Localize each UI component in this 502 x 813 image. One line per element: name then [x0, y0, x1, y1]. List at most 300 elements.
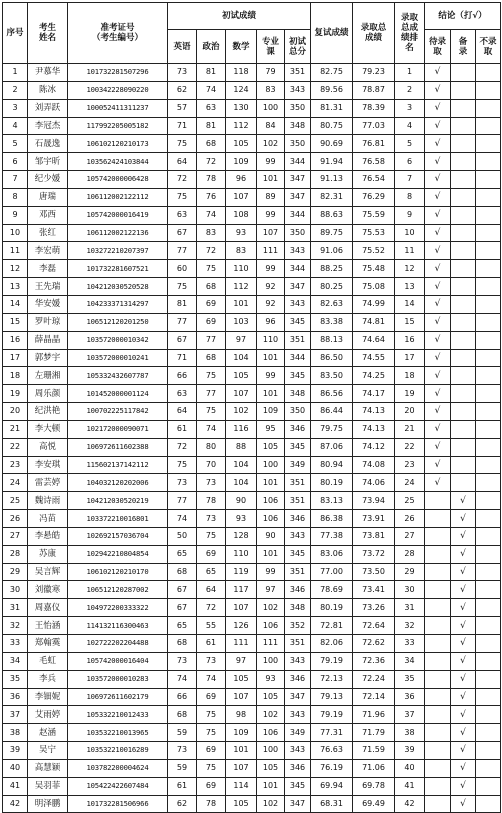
- cell-name: 苏康: [28, 545, 68, 563]
- cell-pending: [425, 635, 451, 653]
- header-politics: 政治: [197, 30, 226, 64]
- cell-not-admitted: [476, 795, 501, 813]
- cell-name: 雷芸婷: [28, 474, 68, 492]
- cell-politics: 69: [197, 313, 226, 331]
- cell-rank: 5: [395, 135, 425, 153]
- cell-rank: 21: [395, 420, 425, 438]
- cell-retest: 79.19: [311, 706, 353, 724]
- cell-pending: √: [425, 349, 451, 367]
- cell-prelim-total: 344: [285, 206, 311, 224]
- cell-prelim-total: 347: [285, 171, 311, 189]
- cell-name: 李兵: [28, 670, 68, 688]
- cell-name: 左珊湘: [28, 367, 68, 385]
- cell-admit-score: 73.81: [353, 527, 395, 545]
- cell-reserve: √: [451, 527, 476, 545]
- header-prelim-total: 初试 总分: [285, 30, 311, 64]
- cell-politics: 64: [197, 581, 226, 599]
- cell-exam-id: 103272210207397: [68, 242, 168, 260]
- cell-not-admitted: [476, 331, 501, 349]
- cell-seq: 15: [3, 313, 28, 331]
- cell-politics: 77: [197, 331, 226, 349]
- cell-english: 72: [168, 171, 197, 189]
- cell-major: 106: [257, 492, 285, 510]
- cell-seq: 22: [3, 438, 28, 456]
- cell-retest: 77.31: [311, 724, 353, 742]
- cell-retest: 86.38: [311, 510, 353, 528]
- cell-not-admitted: [476, 403, 501, 421]
- cell-retest: 79.19: [311, 652, 353, 670]
- cell-rank: 40: [395, 759, 425, 777]
- cell-politics: 69: [197, 295, 226, 313]
- cell-politics: 76: [197, 188, 226, 206]
- cell-math: 90: [226, 492, 257, 510]
- cell-admit-score: 73.41: [353, 581, 395, 599]
- cell-retest: 91.13: [311, 171, 353, 189]
- cell-politics: 69: [197, 742, 226, 760]
- table-row: [3, 688, 501, 706]
- cell-politics: 73: [197, 474, 226, 492]
- cell-major: 96: [257, 313, 285, 331]
- cell-politics: 81: [197, 64, 226, 82]
- cell-major: 92: [257, 295, 285, 313]
- cell-english: 71: [168, 117, 197, 135]
- cell-exam-id: 104212030520528: [68, 278, 168, 296]
- admission-results-sheet: [2, 2, 501, 813]
- cell-english: 66: [168, 367, 197, 385]
- cell-pending: [425, 545, 451, 563]
- cell-math: 97: [226, 331, 257, 349]
- cell-admit-score: 76.29: [353, 188, 395, 206]
- cell-exam-id: 104032120202006: [68, 474, 168, 492]
- cell-rank: 38: [395, 724, 425, 742]
- header-admit-score: 录取总 成绩: [353, 3, 395, 64]
- cell-seq: 38: [3, 724, 28, 742]
- cell-rank: 30: [395, 581, 425, 599]
- cell-prelim-total: 349: [285, 456, 311, 474]
- cell-major: 101: [257, 385, 285, 403]
- cell-rank: 22: [395, 438, 425, 456]
- cell-reserve: √: [451, 742, 476, 760]
- cell-reserve: [451, 260, 476, 278]
- table-row: [3, 456, 501, 474]
- cell-politics: 75: [197, 260, 226, 278]
- cell-pending: [425, 706, 451, 724]
- cell-exam-id: 105742000016404: [68, 652, 168, 670]
- cell-reserve: √: [451, 724, 476, 742]
- cell-admit-score: 72.36: [353, 652, 395, 670]
- cell-prelim-total: 351: [285, 331, 311, 349]
- cell-admit-score: 74.55: [353, 349, 395, 367]
- cell-politics: 68: [197, 349, 226, 367]
- cell-english: 59: [168, 724, 197, 742]
- cell-exam-id: 103372210016801: [68, 510, 168, 528]
- cell-pending: [425, 563, 451, 581]
- cell-rank: 33: [395, 635, 425, 653]
- cell-not-admitted: [476, 706, 501, 724]
- cell-politics: 70: [197, 456, 226, 474]
- cell-politics: 80: [197, 438, 226, 456]
- cell-exam-id: 102942210804854: [68, 545, 168, 563]
- cell-not-admitted: [476, 688, 501, 706]
- cell-reserve: [451, 278, 476, 296]
- cell-politics: 61: [197, 635, 226, 653]
- cell-seq: 5: [3, 135, 28, 153]
- cell-admit-score: 75.59: [353, 206, 395, 224]
- cell-not-admitted: [476, 599, 501, 617]
- cell-reserve: [451, 331, 476, 349]
- cell-retest: 68.31: [311, 795, 353, 813]
- header-math: 数学: [226, 30, 257, 64]
- cell-name: 吴宁: [28, 742, 68, 760]
- cell-retest: 72.13: [311, 670, 353, 688]
- cell-reserve: [451, 456, 476, 474]
- cell-not-admitted: [476, 724, 501, 742]
- cell-english: 74: [168, 670, 197, 688]
- cell-not-admitted: [476, 563, 501, 581]
- cell-prelim-total: 351: [285, 635, 311, 653]
- table-row: [3, 759, 501, 777]
- table-row: [3, 153, 501, 171]
- cell-english: 59: [168, 759, 197, 777]
- cell-seq: 41: [3, 777, 28, 795]
- cell-seq: 28: [3, 545, 28, 563]
- cell-admit-score: 75.53: [353, 224, 395, 242]
- cell-math: 102: [226, 403, 257, 421]
- cell-major: 89: [257, 188, 285, 206]
- cell-prelim-total: 347: [285, 795, 311, 813]
- cell-seq: 19: [3, 385, 28, 403]
- cell-exam-id: 106102120210170: [68, 563, 168, 581]
- cell-admit-score: 74.13: [353, 403, 395, 421]
- cell-exam-id: 106512120201250: [68, 313, 168, 331]
- cell-major: 111: [257, 242, 285, 260]
- header-not-admitted: 不录 取: [476, 30, 501, 64]
- cell-seq: 14: [3, 295, 28, 313]
- cell-reserve: [451, 188, 476, 206]
- cell-admit-score: 69.78: [353, 777, 395, 795]
- cell-math: 110: [226, 260, 257, 278]
- cell-politics: 69: [197, 688, 226, 706]
- cell-politics: 75: [197, 706, 226, 724]
- cell-math: 109: [226, 724, 257, 742]
- cell-not-admitted: [476, 313, 501, 331]
- cell-exam-id: 115602137142112: [68, 456, 168, 474]
- cell-politics: 74: [197, 420, 226, 438]
- cell-prelim-total: 345: [285, 438, 311, 456]
- table-row: [3, 260, 501, 278]
- cell-prelim-total: 346: [285, 759, 311, 777]
- cell-politics: 78: [197, 795, 226, 813]
- cell-retest: 83.13: [311, 492, 353, 510]
- cell-not-admitted: [476, 117, 501, 135]
- cell-exam-id: 105742000016419: [68, 206, 168, 224]
- cell-name: 邹宇昕: [28, 153, 68, 171]
- cell-math: 111: [226, 635, 257, 653]
- cell-rank: 13: [395, 278, 425, 296]
- cell-rank: 32: [395, 617, 425, 635]
- cell-english: 75: [168, 456, 197, 474]
- cell-name: 魏诗雨: [28, 492, 68, 510]
- cell-name: 李悬皓: [28, 527, 68, 545]
- cell-pending: [425, 795, 451, 813]
- cell-seq: 26: [3, 510, 28, 528]
- cell-politics: 81: [197, 117, 226, 135]
- cell-rank: 37: [395, 706, 425, 724]
- cell-admit-score: 72.14: [353, 688, 395, 706]
- cell-name: 刘徽寒: [28, 581, 68, 599]
- cell-seq: 23: [3, 456, 28, 474]
- cell-exam-id: 114132116300463: [68, 617, 168, 635]
- cell-seq: 13: [3, 278, 28, 296]
- cell-not-admitted: [476, 456, 501, 474]
- cell-exam-id: 105742000006428: [68, 171, 168, 189]
- cell-pending: √: [425, 474, 451, 492]
- cell-pending: √: [425, 188, 451, 206]
- header-exam-id: 准考证号 （考生编号）: [68, 3, 168, 64]
- cell-english: 60: [168, 260, 197, 278]
- cell-reserve: √: [451, 599, 476, 617]
- table-row: [3, 64, 501, 82]
- cell-seq: 7: [3, 171, 28, 189]
- cell-pending: [425, 742, 451, 760]
- cell-reserve: √: [451, 670, 476, 688]
- cell-seq: 8: [3, 188, 28, 206]
- header-reserve: 备 录: [451, 30, 476, 64]
- header-prelim-group: 初试成绩: [168, 3, 311, 30]
- cell-math: 97: [226, 652, 257, 670]
- cell-name: 高慧颖: [28, 759, 68, 777]
- cell-retest: 88.25: [311, 260, 353, 278]
- cell-prelim-total: 351: [285, 474, 311, 492]
- cell-not-admitted: [476, 349, 501, 367]
- cell-prelim-total: 343: [285, 742, 311, 760]
- cell-not-admitted: [476, 617, 501, 635]
- cell-retest: 91.94: [311, 153, 353, 171]
- cell-exam-id: 106112002122112: [68, 188, 168, 206]
- cell-admit-score: 75.48: [353, 260, 395, 278]
- cell-reserve: [451, 438, 476, 456]
- cell-politics: 65: [197, 563, 226, 581]
- cell-politics: 73: [197, 510, 226, 528]
- cell-prelim-total: 343: [285, 652, 311, 670]
- cell-rank: 26: [395, 510, 425, 528]
- cell-seq: 10: [3, 224, 28, 242]
- cell-english: 65: [168, 545, 197, 563]
- cell-admit-score: 75.52: [353, 242, 395, 260]
- cell-seq: 37: [3, 706, 28, 724]
- cell-seq: 33: [3, 635, 28, 653]
- cell-politics: 74: [197, 206, 226, 224]
- table-row: [3, 206, 501, 224]
- cell-major: 107: [257, 224, 285, 242]
- cell-seq: 36: [3, 688, 28, 706]
- cell-math: 93: [226, 224, 257, 242]
- cell-major: 102: [257, 706, 285, 724]
- cell-pending: √: [425, 171, 451, 189]
- cell-major: 83: [257, 81, 285, 99]
- cell-name: 李安琪: [28, 456, 68, 474]
- cell-math: 118: [226, 64, 257, 82]
- cell-rank: 23: [395, 456, 425, 474]
- cell-exam-id: 101732281607521: [68, 260, 168, 278]
- cell-admit-score: 76.81: [353, 135, 395, 153]
- cell-prelim-total: 345: [285, 777, 311, 795]
- cell-rank: 19: [395, 385, 425, 403]
- cell-exam-id: 106512120287002: [68, 581, 168, 599]
- cell-admit-score: 72.62: [353, 635, 395, 653]
- cell-english: 67: [168, 581, 197, 599]
- cell-rank: 6: [395, 153, 425, 171]
- cell-major: 106: [257, 510, 285, 528]
- cell-exam-id: 102722202204488: [68, 635, 168, 653]
- cell-major: 102: [257, 599, 285, 617]
- cell-name: 郭梦宇: [28, 349, 68, 367]
- cell-retest: 77.00: [311, 563, 353, 581]
- cell-rank: 24: [395, 474, 425, 492]
- cell-math: 126: [226, 617, 257, 635]
- cell-math: 104: [226, 349, 257, 367]
- table-row: [3, 742, 501, 760]
- cell-pending: [425, 652, 451, 670]
- table-row: [3, 135, 501, 153]
- cell-english: 72: [168, 438, 197, 456]
- cell-name: 毛虹: [28, 652, 68, 670]
- cell-politics: 75: [197, 403, 226, 421]
- cell-english: 73: [168, 474, 197, 492]
- cell-rank: 25: [395, 492, 425, 510]
- cell-pending: √: [425, 64, 451, 82]
- cell-admit-score: 74.81: [353, 313, 395, 331]
- cell-prelim-total: 350: [285, 224, 311, 242]
- cell-name: 周乐颜: [28, 385, 68, 403]
- cell-admit-score: 69.49: [353, 795, 395, 813]
- cell-reserve: √: [451, 563, 476, 581]
- cell-exam-id: 100702225117842: [68, 403, 168, 421]
- cell-prelim-total: 344: [285, 260, 311, 278]
- cell-admit-score: 73.26: [353, 599, 395, 617]
- cell-rank: 35: [395, 670, 425, 688]
- cell-math: 104: [226, 456, 257, 474]
- cell-prelim-total: 344: [285, 153, 311, 171]
- table-row: [3, 385, 501, 403]
- cell-not-admitted: [476, 385, 501, 403]
- cell-admit-score: 74.25: [353, 367, 395, 385]
- cell-exam-id: 117992205005182: [68, 117, 168, 135]
- cell-name: 罗叶琼: [28, 313, 68, 331]
- cell-reserve: [451, 295, 476, 313]
- cell-reserve: √: [451, 688, 476, 706]
- header-seq: 序号: [3, 3, 28, 64]
- cell-major: 93: [257, 670, 285, 688]
- cell-english: 65: [168, 617, 197, 635]
- cell-prelim-total: 351: [285, 492, 311, 510]
- cell-politics: 75: [197, 759, 226, 777]
- cell-name: 艾雨婷: [28, 706, 68, 724]
- cell-english: 68: [168, 635, 197, 653]
- cell-politics: 63: [197, 99, 226, 117]
- cell-not-admitted: [476, 635, 501, 653]
- cell-pending: √: [425, 331, 451, 349]
- cell-not-admitted: [476, 510, 501, 528]
- cell-retest: 80.75: [311, 117, 353, 135]
- cell-pending: √: [425, 295, 451, 313]
- cell-math: 105: [226, 367, 257, 385]
- cell-rank: 12: [395, 260, 425, 278]
- cell-admit-score: 71.06: [353, 759, 395, 777]
- cell-english: 75: [168, 188, 197, 206]
- cell-exam-id: 106972611602388: [68, 438, 168, 456]
- cell-exam-id: 103572000010241: [68, 349, 168, 367]
- cell-prelim-total: 346: [285, 420, 311, 438]
- cell-admit-score: 71.59: [353, 742, 395, 760]
- cell-admit-score: 73.91: [353, 510, 395, 528]
- cell-english: 73: [168, 652, 197, 670]
- cell-rank: 4: [395, 117, 425, 135]
- cell-politics: 78: [197, 171, 226, 189]
- cell-seq: 27: [3, 527, 28, 545]
- cell-retest: 77.38: [311, 527, 353, 545]
- cell-admit-score: 74.99: [353, 295, 395, 313]
- cell-math: 107: [226, 385, 257, 403]
- cell-admit-score: 76.58: [353, 153, 395, 171]
- cell-not-admitted: [476, 492, 501, 510]
- cell-name: 周嘉仪: [28, 599, 68, 617]
- cell-retest: 80.19: [311, 474, 353, 492]
- cell-reserve: √: [451, 777, 476, 795]
- cell-major: 95: [257, 420, 285, 438]
- cell-admit-score: 78.87: [353, 81, 395, 99]
- cell-name: 刘弄跃: [28, 99, 68, 117]
- cell-english: 73: [168, 742, 197, 760]
- table-row: [3, 510, 501, 528]
- cell-math: 117: [226, 581, 257, 599]
- cell-prelim-total: 350: [285, 403, 311, 421]
- cell-not-admitted: [476, 81, 501, 99]
- cell-admit-score: 76.54: [353, 171, 395, 189]
- cell-prelim-total: 346: [285, 670, 311, 688]
- cell-name: 华安媛: [28, 295, 68, 313]
- cell-major: 101: [257, 349, 285, 367]
- cell-pending: √: [425, 420, 451, 438]
- cell-math: 116: [226, 420, 257, 438]
- cell-politics: 83: [197, 224, 226, 242]
- cell-not-admitted: [476, 278, 501, 296]
- cell-seq: 20: [3, 403, 28, 421]
- cell-seq: 12: [3, 260, 28, 278]
- cell-prelim-total: 348: [285, 385, 311, 403]
- cell-english: 63: [168, 385, 197, 403]
- table-row: [3, 527, 501, 545]
- table-row: [3, 331, 501, 349]
- cell-seq: 17: [3, 349, 28, 367]
- cell-reserve: [451, 99, 476, 117]
- cell-not-admitted: [476, 420, 501, 438]
- cell-not-admitted: [476, 99, 501, 117]
- cell-politics: 69: [197, 545, 226, 563]
- cell-name: 纪少媛: [28, 171, 68, 189]
- cell-seq: 35: [3, 670, 28, 688]
- cell-pending: [425, 688, 451, 706]
- cell-math: 107: [226, 759, 257, 777]
- cell-english: 74: [168, 510, 197, 528]
- cell-politics: 75: [197, 724, 226, 742]
- cell-english: 64: [168, 403, 197, 421]
- cell-retest: 76.19: [311, 759, 353, 777]
- cell-reserve: [451, 474, 476, 492]
- cell-english: 66: [168, 688, 197, 706]
- cell-major: 102: [257, 135, 285, 153]
- table-row: [3, 420, 501, 438]
